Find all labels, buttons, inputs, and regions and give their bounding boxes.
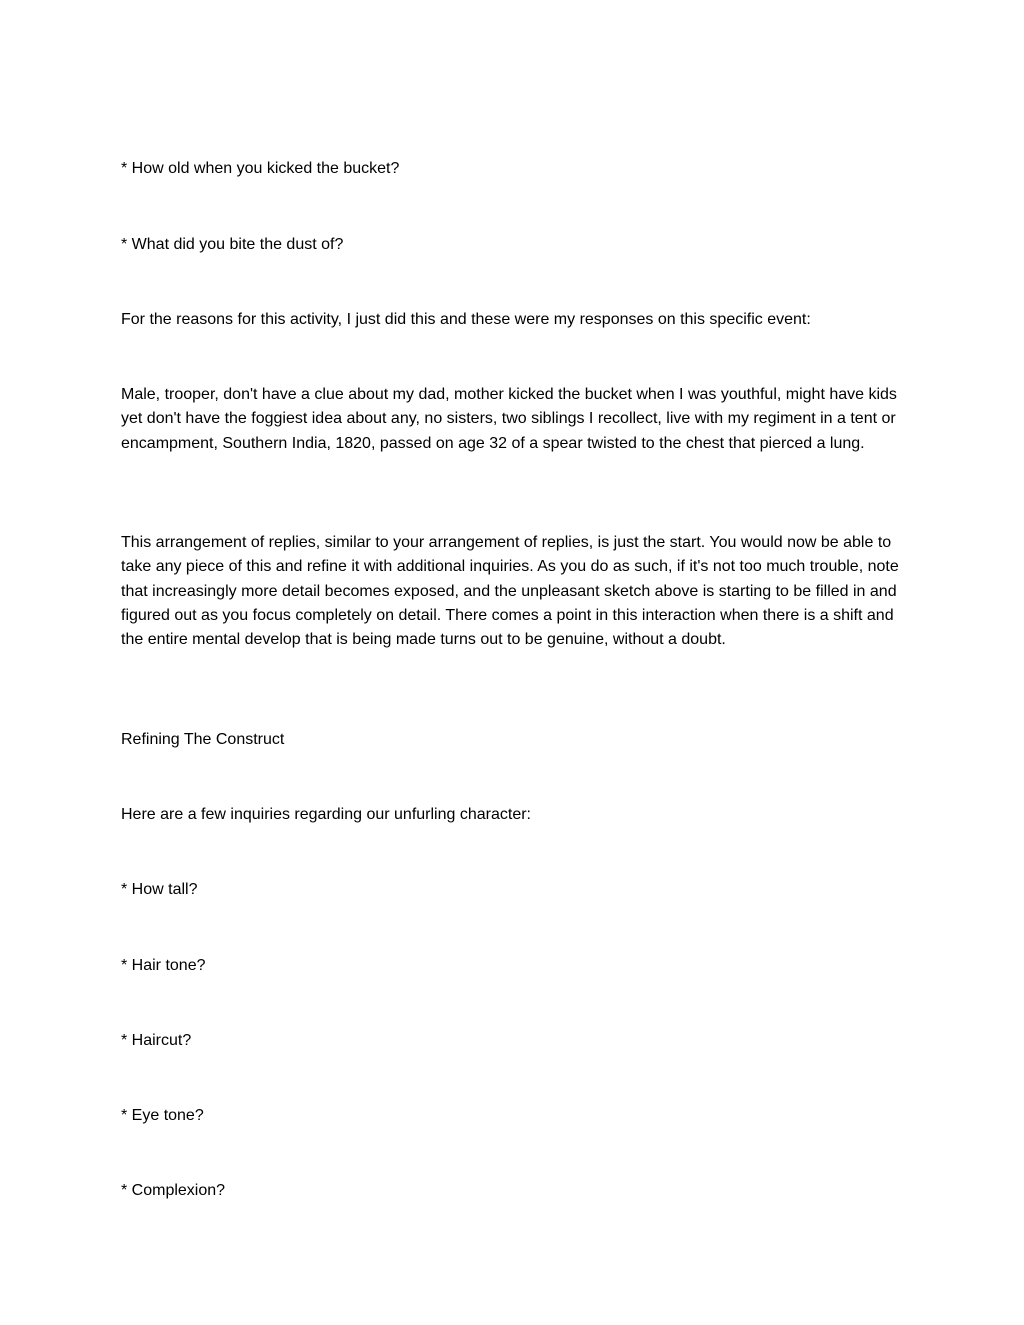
question-complexion: * Complexion? [121, 1182, 226, 1199]
inquiries-intro: Here are a few inquiries regarding our unfurling character: [121, 806, 531, 823]
question-height: * How tall? [121, 881, 198, 898]
section-heading: Refining The Construct [121, 731, 285, 748]
question-hair-tone: * Hair tone? [121, 957, 206, 974]
question-cause-of-death: * What did you bite the dust of? [121, 236, 344, 253]
question-haircut: * Haircut? [121, 1032, 192, 1049]
explanation-paragraph: This arrangement of replies, similar to your arrangement of replies, is just the start. You would now be able to take any piece of this and refine it with additional inquiries. As you do as such, if it's not too much trouble, note that increasingly more detail becomes exposed, and the unpleasant sketch above is starting to be filled in and figured out as you focus completely on detail. There comes a point in this interaction when there is a shift and the entire mental develop that is being made turns out to be genuine, without a doubt. [121, 534, 899, 649]
example-answers-paragraph: Male, trooper, don't have a clue about my dad, mother kicked the bucket when I was youthful, might have kids yet don't have the foggiest idea about any, no sisters, two siblings I recollect, live with my regiment in a tent or encampment, Southern India, 1820, passed on age 32 of a spear twisted to the chest that pierced a lung. [121, 386, 897, 452]
question-age-at-death: * How old when you kicked the bucket? [121, 160, 400, 177]
question-eye-tone: * Eye tone? [121, 1107, 204, 1124]
intro-paragraph: For the reasons for this activity, I just did this and these were my responses on this specific event: [121, 311, 811, 328]
